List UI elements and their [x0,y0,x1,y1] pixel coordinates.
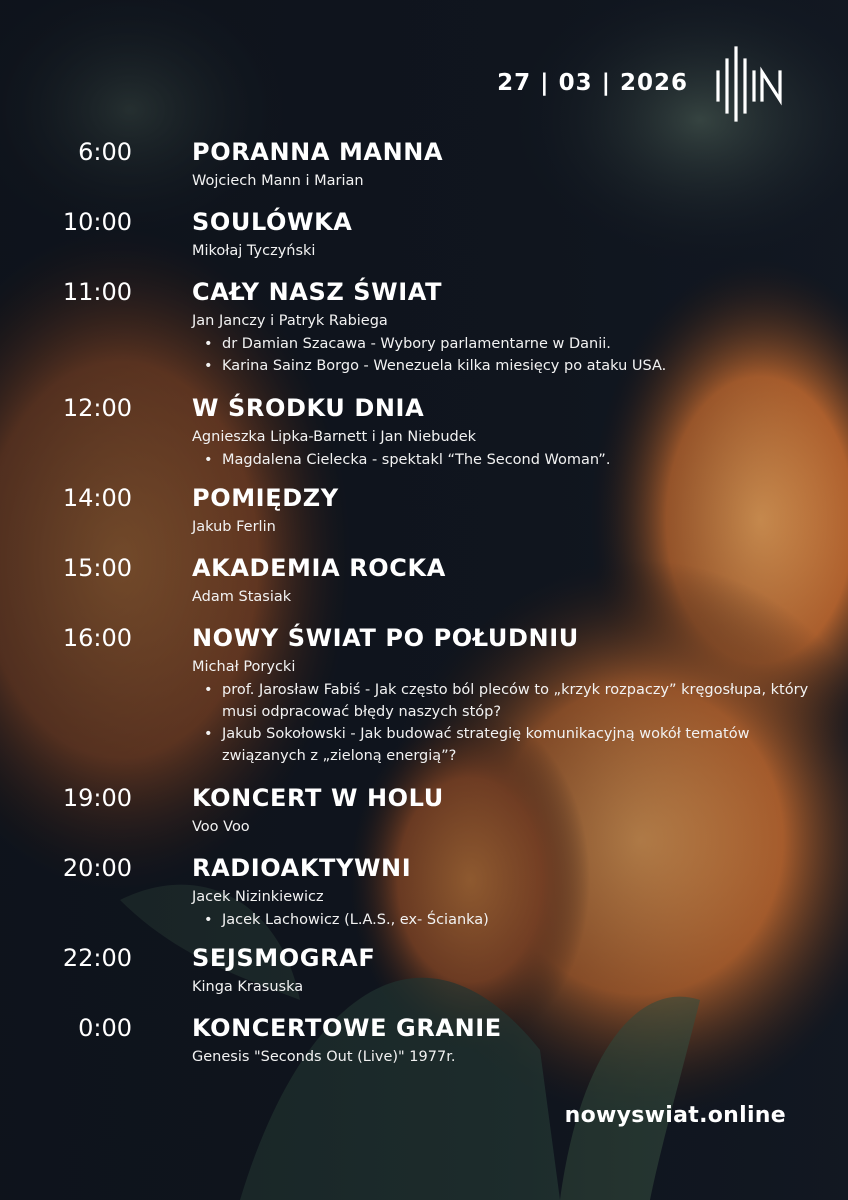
schedule-slot [0,940,848,997]
slot-body [192,204,848,261]
slot-body [192,480,848,537]
schedule-slot [0,204,848,261]
broadcast-date: 27 | 03 | 2026 [497,70,688,96]
slot-time: 10:00 [62,208,132,236]
slot-body [192,134,848,191]
slot-time: 22:00 [62,944,132,972]
program-host: Wojciech Mann i Marian [192,173,364,189]
nowy-swiat-logo-icon [714,44,786,122]
guest-item: • prof. Jarosław Fabiś - Jak często ból pleców to „krzyk rozpaczy” kręgosłupa, który musi odpracować błędy naszych stóp? [202,679,812,723]
program-host: Michał Porycki [192,659,296,675]
slot-time: 6:00 [78,138,132,166]
program-title: POMIĘDZY [192,484,339,512]
slot-time: 11:00 [62,278,132,306]
program-title: SEJSMOGRAF [192,944,376,972]
guest-list [202,333,848,377]
guest-list [202,909,848,931]
slot-time: 12:00 [62,394,132,422]
schedule-slot [0,1010,848,1067]
guest-item: • Magdalena Cielecka - spektakl “The Second Woman”. [202,449,812,471]
schedule-slot [0,390,848,471]
slot-time: 19:00 [62,784,132,812]
slot-time: 14:00 [62,484,132,512]
slot-time: 20:00 [62,854,132,882]
slot-body [192,620,848,767]
slot-body [192,850,848,931]
schedule-slot [0,780,848,837]
program-host: Kinga Krasuska [192,979,304,995]
program-title: KONCERT W HOLU [192,784,444,812]
slot-body [192,940,848,997]
guest-list [202,449,848,471]
slot-body [192,780,848,837]
program-host: Adam Stasiak [192,589,292,605]
guest-item: • Jacek Lachowicz (L.A.S., ex- Ścianka) [202,909,812,931]
program-title: AKADEMIA ROCKA [192,554,446,582]
program-host: Jakub Ferlin [192,519,276,535]
header [497,44,786,122]
program-title: CAŁY NASZ ŚWIAT [192,278,443,306]
schedule-slot [0,850,848,931]
guest-item: • dr Damian Szacawa - Wybory parlamentarne w Danii. [202,333,812,355]
program-host: Voo Voo [192,819,250,835]
slot-body [192,274,848,377]
schedule-slot [0,620,848,767]
schedule-slot [0,550,848,607]
program-host: Jan Janczy i Patryk Rabiega [192,313,388,329]
program-title: NOWY ŚWIAT PO POŁUDNIU [192,624,579,652]
slot-body [192,550,848,607]
slot-time: 15:00 [62,554,132,582]
schedule-slot [0,134,848,191]
program-title: W ŚRODKU DNIA [192,394,425,422]
program-title: PORANNA MANNA [192,138,444,166]
program-title: RADIOAKTYWNI [192,854,412,882]
program-title: SOULÓWKA [192,208,353,236]
program-host: Agnieszka Lipka-Barnett i Jan Niebudek [192,429,477,445]
program-title: KONCERTOWE GRANIE [192,1014,502,1042]
schedule-slot [0,274,848,377]
website-url: nowyswiat.online [564,1103,786,1128]
program-host: Jacek Nizinkiewicz [192,889,324,905]
program-host: Genesis "Seconds Out (Live)" 1977r. [192,1049,456,1065]
slot-body [192,390,848,471]
schedule-slot [0,480,848,537]
slot-time: 16:00 [62,624,132,652]
guest-item: • Karina Sainz Borgo - Wenezuela kilka miesięcy po ataku USA. [202,355,812,377]
slot-body [192,1010,848,1067]
guest-item: • Jakub Sokołowski - Jak budować strategię komunikacyjną wokół tematów związanych z „zieloną energią”? [202,723,812,767]
guest-list [202,679,848,767]
slot-time: 0:00 [78,1014,132,1042]
program-host: Mikołaj Tyczyński [192,243,316,259]
